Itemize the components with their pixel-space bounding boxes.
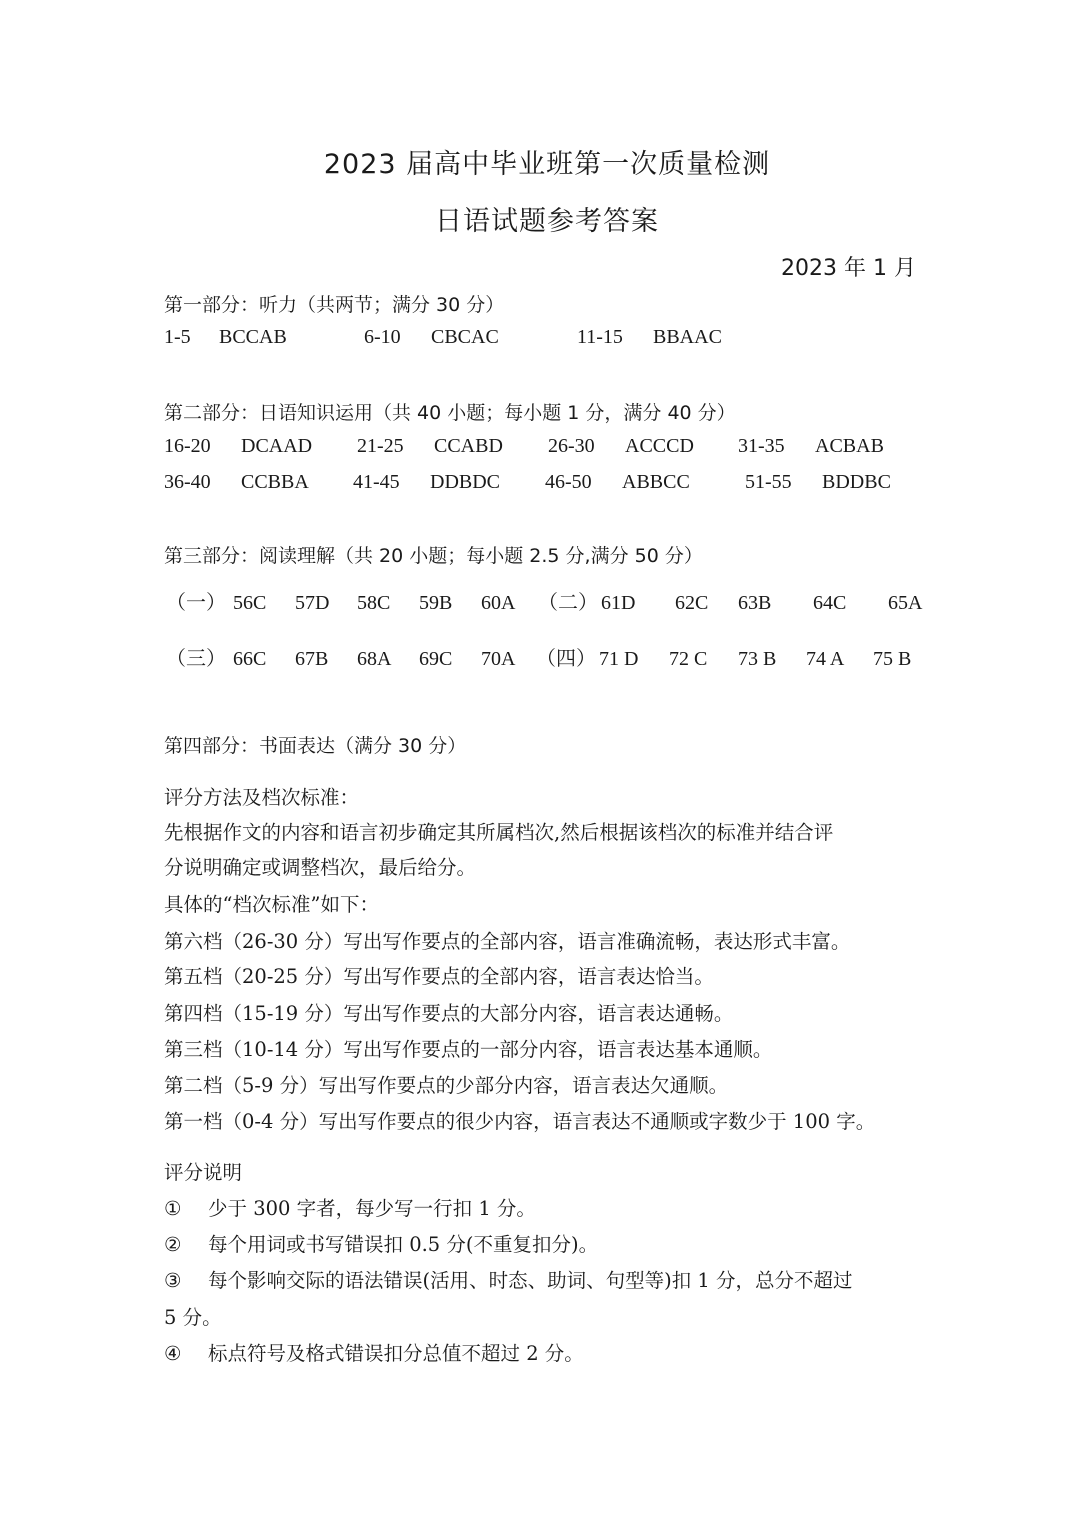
answer-range: 6-10: [364, 326, 401, 348]
note-item: [164, 1193, 536, 1221]
answer-item: 62C: [675, 592, 709, 614]
answer-range: 1-5: [164, 326, 191, 348]
grade-line: 第一档（0-4 分）写出写作要点的很少内容，语言表达不通顺或字数少于 100 字。: [164, 1110, 876, 1133]
grade-line: 第五档（20-25 分）写出写作要点的全部内容，语言表达恰当。: [164, 965, 714, 988]
answer-range: 36-40: [164, 471, 211, 493]
doc-subtitle: 日语试题参考答案: [435, 206, 659, 237]
answer-group: [548, 435, 694, 458]
answer-range: 16-20: [164, 435, 211, 457]
answer-item: 59B: [419, 592, 453, 614]
notes-title: 评分说明: [164, 1161, 243, 1184]
answer-item: 56C: [233, 592, 267, 614]
group-label: （四）: [536, 648, 596, 670]
answer-item: 60A: [481, 592, 516, 614]
answer-range: 41-45: [353, 471, 400, 493]
answer-group: [164, 326, 287, 349]
grade-line: 第六档（26-30 分）写出写作要点的全部内容，语言准确流畅，表达形式丰富。: [164, 930, 851, 953]
answer-range: 31-35: [738, 435, 785, 457]
answer-value: DCAAD: [241, 435, 313, 457]
answer-value: CCABD: [434, 435, 503, 457]
answer-value: CBCAC: [431, 326, 499, 348]
answer-group: [738, 435, 884, 458]
answer-value: DDBDC: [430, 471, 501, 493]
answer-value: BCCAB: [219, 326, 287, 348]
answer-range: 26-30: [548, 435, 595, 457]
answer-value: ACCCD: [625, 435, 694, 457]
body-line: 具体的“档次标准”如下：: [164, 893, 379, 916]
answer-range: 11-15: [577, 326, 623, 348]
group-label: （三）: [166, 648, 226, 670]
part1-heading: 第一部分：听力（共两节；满分 30 分）: [164, 294, 505, 316]
answer-group: [545, 471, 690, 494]
note-number: ④: [164, 1342, 182, 1365]
group-label: （一）: [166, 592, 226, 614]
answer-value: BBAAC: [653, 326, 722, 348]
answer-item: 66C: [233, 648, 267, 670]
answer-item: 57D: [295, 592, 330, 614]
answer-group: [164, 471, 309, 494]
answer-item: 67B: [295, 648, 329, 670]
part2-heading: 第二部分：日语知识运用（共 40 小题；每小题 1 分，满分 40 分）: [164, 402, 736, 424]
answer-item: 64C: [813, 592, 847, 614]
note-number: ②: [164, 1233, 182, 1256]
answer-group: [577, 326, 722, 349]
answer-item: 73 B: [738, 648, 777, 670]
reading-group-1: [166, 586, 515, 615]
part3-heading: 第三部分：阅读理解（共 20 小题；每小题 2.5 分,满分 50 分）: [164, 545, 703, 567]
note-item: [164, 1338, 584, 1366]
answer-item: 71 D: [599, 648, 639, 670]
answer-item: 72 C: [669, 648, 708, 670]
note-text: 每个用词或书写错误扣 0.5 分(不重复扣分)。: [208, 1233, 599, 1256]
answer-item: 69C: [419, 648, 453, 670]
answer-value: ACBAB: [815, 435, 884, 457]
grade-line: 第二档（5-9 分）写出写作要点的少部分内容，语言表达欠通顺。: [164, 1074, 729, 1097]
doc-date: 2023 年 1 月: [781, 256, 916, 281]
answer-item: 70A: [481, 648, 516, 670]
answer-item: 61D: [601, 592, 636, 614]
answer-item: 58C: [357, 592, 391, 614]
doc-title: 2023 届高中毕业班第一次质量检测: [323, 149, 771, 180]
note-text: 少于 300 字者，每少写一行扣 1 分。: [208, 1197, 536, 1220]
answer-item: 65A: [888, 592, 923, 614]
answer-item: 75 B: [873, 648, 912, 670]
answer-value: BDDBC: [822, 471, 891, 493]
part4-heading: 第四部分：书面表达（满分 30 分）: [164, 735, 467, 757]
answer-value: CCBBA: [241, 471, 309, 493]
note-continuation: [164, 1302, 222, 1330]
answer-group: [364, 326, 499, 349]
reading-group-4: [536, 642, 911, 671]
note-number: ①: [164, 1197, 182, 1220]
answer-item: 74 A: [806, 648, 845, 670]
grade-line: 第四档（15-19 分）写出写作要点的大部分内容，语言表达通畅。: [164, 1002, 734, 1025]
answer-item: 68A: [357, 648, 392, 670]
reading-group-2: [538, 586, 922, 615]
note-number: ③: [164, 1269, 182, 1292]
answer-range: 21-25: [357, 435, 404, 457]
answer-group: [164, 435, 312, 458]
note-item: [164, 1229, 598, 1257]
body-line: 分说明确定或调整档次，最后给分。: [164, 856, 477, 879]
answer-value: ABBCC: [622, 471, 690, 493]
reading-group-3: [166, 642, 515, 671]
note-item: [164, 1265, 853, 1293]
answer-group: [353, 471, 500, 494]
answer-range: 46-50: [545, 471, 592, 493]
grade-line: 第三档（10-14 分）写出写作要点的一部分内容，语言表达基本通顺。: [164, 1038, 773, 1061]
body-line: 先根据作文的内容和语言初步确定其所属档次,然后根据该档次的标准并结合评: [164, 821, 834, 844]
note-text: 5 分。: [164, 1306, 222, 1329]
note-text: 标点符号及格式错误扣分总值不超过 2 分。: [208, 1342, 584, 1365]
answer-item: 63B: [738, 592, 772, 614]
answer-range: 51-55: [745, 471, 792, 493]
answer-group: [745, 471, 891, 494]
body-line: 评分方法及档次标准：: [164, 786, 360, 809]
group-label: （二）: [538, 592, 598, 614]
answer-group: [357, 435, 503, 458]
note-text: 每个影响交际的语法错误(活用、时态、助词、句型等)扣 1 分，总分不超过: [208, 1269, 853, 1292]
